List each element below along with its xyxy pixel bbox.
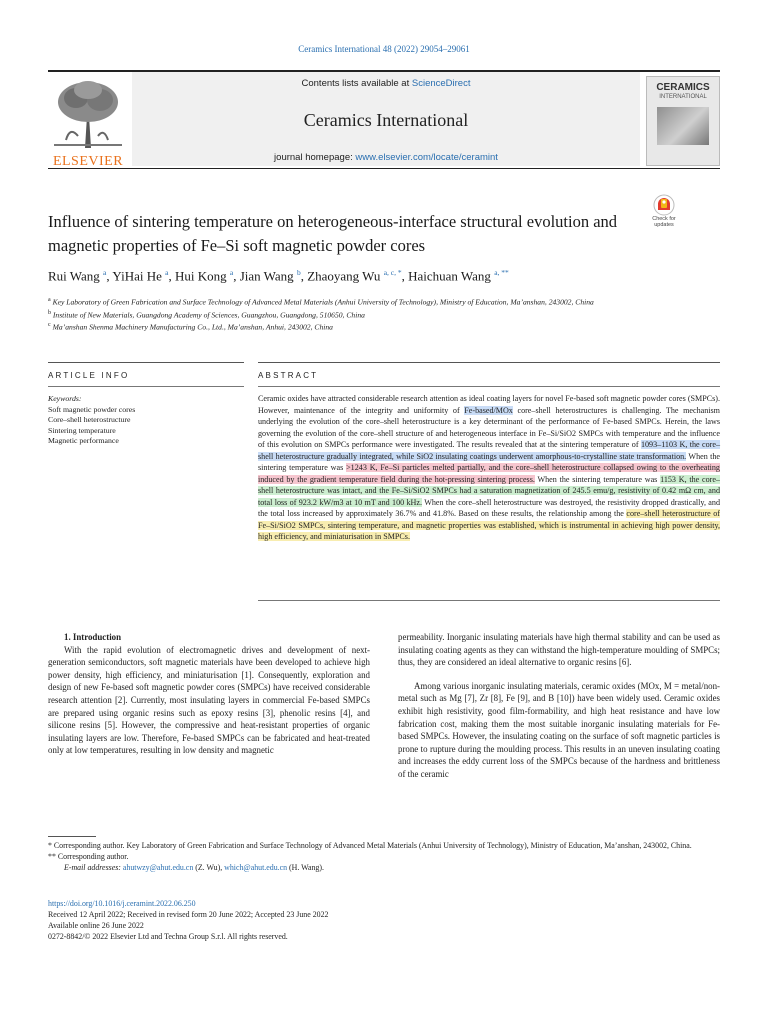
abstract-highlight-blue: Fe-based/MOx	[464, 405, 513, 415]
keywords-block	[48, 394, 244, 447]
author-affil-sup[interactable]: a	[165, 268, 169, 277]
email-owner: (Z. Wu),	[193, 863, 225, 872]
author-name[interactable]: Jian Wang	[239, 268, 294, 284]
abstract-highlight-blue: 1093–1103 K, the core–shell heterostructure gradually integrated, while SiO2 insulating coatings underwent amorphous-to-crystalline state transformation.	[258, 440, 721, 461]
cover-subtitle: INTERNATIONAL	[659, 94, 707, 100]
keyword-item: Magnetic performance	[48, 436, 119, 445]
journal-masthead	[48, 70, 720, 169]
author-affil-sup[interactable]: a	[229, 268, 234, 277]
email-owner: (H. Wang).	[287, 863, 324, 872]
footnotes	[48, 840, 720, 873]
corresponding-author-note: * Corresponding author. Key Laboratory of Green Fabrication and Surface Technology of Advanced Metal Materials (Anhui University of Technology), Ministry of Education, Ma’anshan, 243002, China.	[48, 841, 692, 850]
article-metadata	[48, 898, 720, 942]
check-updates-label-1: Check for	[652, 216, 676, 222]
author-name[interactable]: Rui Wang	[48, 268, 100, 284]
journal-citation[interactable]: Ceramics International 48 (2022) 29054–29061	[298, 44, 470, 54]
abstract-highlight-red: >1243 K, Fe–Si particles melted partially, and the core–shell heterostructure collapsed owing to the overheating induced by the gradient temperature field during the hot-pressing sintering process.	[258, 463, 720, 484]
abstract-sub-rule	[258, 386, 720, 387]
affiliation-text: Institute of New Materials, Guangdong Academy of Sciences, Guangzhou, Guangdong, 510650, China	[52, 310, 365, 320]
keywords-label: Keywords:	[48, 394, 82, 403]
author-affil-sup[interactable]: b	[296, 268, 301, 277]
elsevier-wordmark: ELSEVIER	[52, 154, 124, 169]
available-online: Available online 26 June 2022	[48, 921, 144, 930]
body-paragraph: With the rapid evolution of electromagnetic drives and development of next-generation semiconductors, soft magnetic materials have been developed to achieve high power density, high efficiency, and miniaturisation [1]. Consequently, exploration and design of new Fe-based soft magnetic powder cores (SMPCs) have received considerable research attention [2]. Currently, most insulating layers in commercial Fe-based SMPCs are prepared using organic resins such as epoxy resins [3], phenolic resins [4], and silicone resins [5]. However, the compressive and heat-resistant properties of organic insulating layers are low. Therefore, Fe-based SMPCs can be fabricated and heat-treated only at low temperatures, resulting in low density and magnetic	[48, 644, 370, 756]
cover-image	[657, 107, 709, 145]
affiliation-item	[48, 320, 728, 333]
affiliation-text: Key Laboratory of Green Fabrication and Surface Technology of Advanced Metal Materials (Anhui University of Technology), Ministry of Education, Ma’anshan, 243002, China	[52, 297, 594, 307]
elsevier-logo[interactable]	[48, 78, 128, 169]
article-info-sub-rule	[48, 386, 244, 387]
email-link-wu[interactable]: ahutwzy@ahut.edu.cn	[122, 863, 194, 872]
abstract-bottom-rule	[258, 600, 720, 601]
article-info-heading: ARTICLE INFO	[48, 371, 130, 380]
author-list: Rui Wang $^a$, YiHai He $^a$, Hui Kong $^a$, Jian Wang $^b$, Zhaoyang Wu $^{a, c, *}$, Haichuan Wang $^{a, **}$	[48, 268, 509, 284]
body-column-right	[398, 631, 720, 781]
cover-title: CERAMICS	[656, 82, 710, 93]
abstract-segment: When the core–shell heterostructure was destroyed, the resistivity dropped drastically, and the total loss increased by approximately 36.7% and 41.8%. Based on these results, the relationship among the	[258, 497, 720, 518]
keyword-item: Sintering temperature	[48, 425, 116, 435]
author-affil-sup[interactable]: a, **	[494, 268, 509, 277]
homepage-prefix: journal homepage:	[274, 152, 356, 163]
footnote-rule	[48, 836, 96, 837]
abstract-text	[258, 393, 720, 543]
check-for-updates-button[interactable]	[644, 194, 684, 230]
sciencedirect-link[interactable]: ScienceDirect	[411, 78, 471, 89]
abstract-segment: When the sintering temperature was	[534, 474, 661, 484]
author-affil-sup[interactable]: a	[103, 268, 107, 277]
contents-prefix: Contents lists available at	[301, 78, 412, 89]
body-paragraph: permeability. Inorganic insulating materials have high thermal stability and can be used as insulating coating agents as they can withstand the high-temperature moulding of SMPCs; thus, they are considered an ideal alternative to organic resins [6].	[398, 632, 720, 668]
paragraph-gap	[398, 669, 720, 680]
affiliation-text: Ma’anshan Shenma Machinery Manufacturing Co., Ltd., Ma’anshan, Anhui, 243002, China	[52, 322, 333, 332]
received-dates: Received 12 April 2022; Received in revised form 20 June 2022; Accepted 23 June 2022	[48, 910, 329, 919]
section-heading-introduction: 1. Introduction	[64, 632, 122, 642]
copyright-line: 0272-8842/© 2022 Elsevier Ltd and Techna Group S.r.l. All rights reserved.	[48, 932, 288, 941]
article-info-top-rule	[48, 362, 244, 363]
body-paragraph: Among various inorganic insulating materials, ceramic oxides (MOx, M = metal/non-metal such as Mg [7], Zr [8], Fe [9], and B [10]) have been widely used. Ceramic oxides exhibit high resistivity, good film-formability, and high heat resistance and have low fabrication cost, making them the most suitable inorganic insulating materials for Fe-based SMPCs. However, the insulating coating on the surface of soft magnetic particles is prone to rupture during the moulding process. This results in an uneven insulating coating and increases the eddy current loss of the SMPCs because of the hardness and brittleness of the ceramic	[398, 680, 720, 779]
affiliation-sup: a	[48, 297, 51, 303]
journal-title[interactable]: Ceramics International	[303, 110, 469, 130]
email-line	[48, 862, 720, 873]
check-updates-icon	[653, 194, 675, 216]
journal-cover-thumbnail[interactable]	[646, 76, 720, 166]
homepage-line	[132, 152, 640, 163]
masthead-bottom-rule	[48, 168, 720, 169]
affiliation-item	[48, 295, 728, 308]
email-link-wang[interactable]: which@ahut.edu.cn	[224, 863, 288, 872]
keyword-item: Soft magnetic powder cores	[48, 404, 136, 414]
paper-title: Influence of sintering temperature on heterogeneous-interface structural evolution and magnetic properties of Fe–Si soft magnetic powder cores	[48, 212, 618, 255]
doi-link[interactable]: https://doi.org/10.1016/j.ceramint.2022.06.250	[48, 899, 196, 908]
author-name[interactable]: Zhaoyang Wu	[307, 268, 381, 284]
author-name[interactable]: Haichuan Wang	[408, 268, 491, 284]
abstract-top-rule	[258, 362, 720, 363]
email-label: E-mail addresses:	[64, 863, 121, 872]
author-name[interactable]: Hui Kong	[174, 268, 227, 284]
corresponding-author-note-2: ** Corresponding author.	[48, 852, 129, 861]
abstract-highlight-yellow: core–shell heterostructure of Fe–Si/SiO2 SMPCs, sintering temperature, and magnetic properties was established, which is instrumental in achieving high power density, high efficiency, and miniaturisation in SMPCs.	[258, 509, 720, 541]
affiliation-sup: b	[48, 309, 51, 316]
contents-line	[132, 78, 640, 89]
abstract-highlight-green: 1153 K, the core–shell heterostructure was intact, and the Fe–Si/SiO2 SMPCs had a saturation magnetization of 245.5 emu/g, resistivity of 0.42 mΩ cm, and total loss of 923.2 kW/m3 at 10 mT and 100 kHz.	[258, 474, 720, 507]
body-column-left	[48, 631, 370, 757]
elsevier-tree-icon	[48, 78, 128, 150]
journal-homepage-link[interactable]: www.elsevier.com/locate/ceramint	[355, 152, 498, 163]
affiliation-item	[48, 308, 728, 321]
author-affil-sup[interactable]: a, c, *	[383, 268, 402, 277]
masthead-center	[132, 72, 640, 166]
keyword-item: Core–shell heterostructure	[48, 415, 131, 424]
abstract-segment: core–shell heterostructures is challenging. The mechanism underlying the evolution of the core–shell heterostructure is a key determinant of the performance of Fe-based SMPCs. Herein, the laws governing the evolution of the core–shell structure of and heterogeneous interface in Fe–Si/SiO2 SMPCs with temperature and the influence of this evolution on SMPCs performance were investigated. The results revealed that at the sintering temperature of	[258, 405, 720, 449]
check-updates-label-2: updates	[654, 222, 674, 228]
abstract-segment: When the sintering temperature was	[258, 451, 720, 472]
author-name[interactable]: YiHai He	[112, 268, 162, 284]
abstract-heading: ABSTRACT	[258, 371, 319, 380]
affiliation-sup: c	[48, 322, 51, 329]
affiliation-list	[48, 295, 728, 333]
abstract-segment: Ceramic oxides have attracted considerable research attention as ideal coating layers for novel Fe-based soft magnetic powder cores (SMPCs). However, maintenance of the integrity and uniformity of	[258, 394, 720, 415]
